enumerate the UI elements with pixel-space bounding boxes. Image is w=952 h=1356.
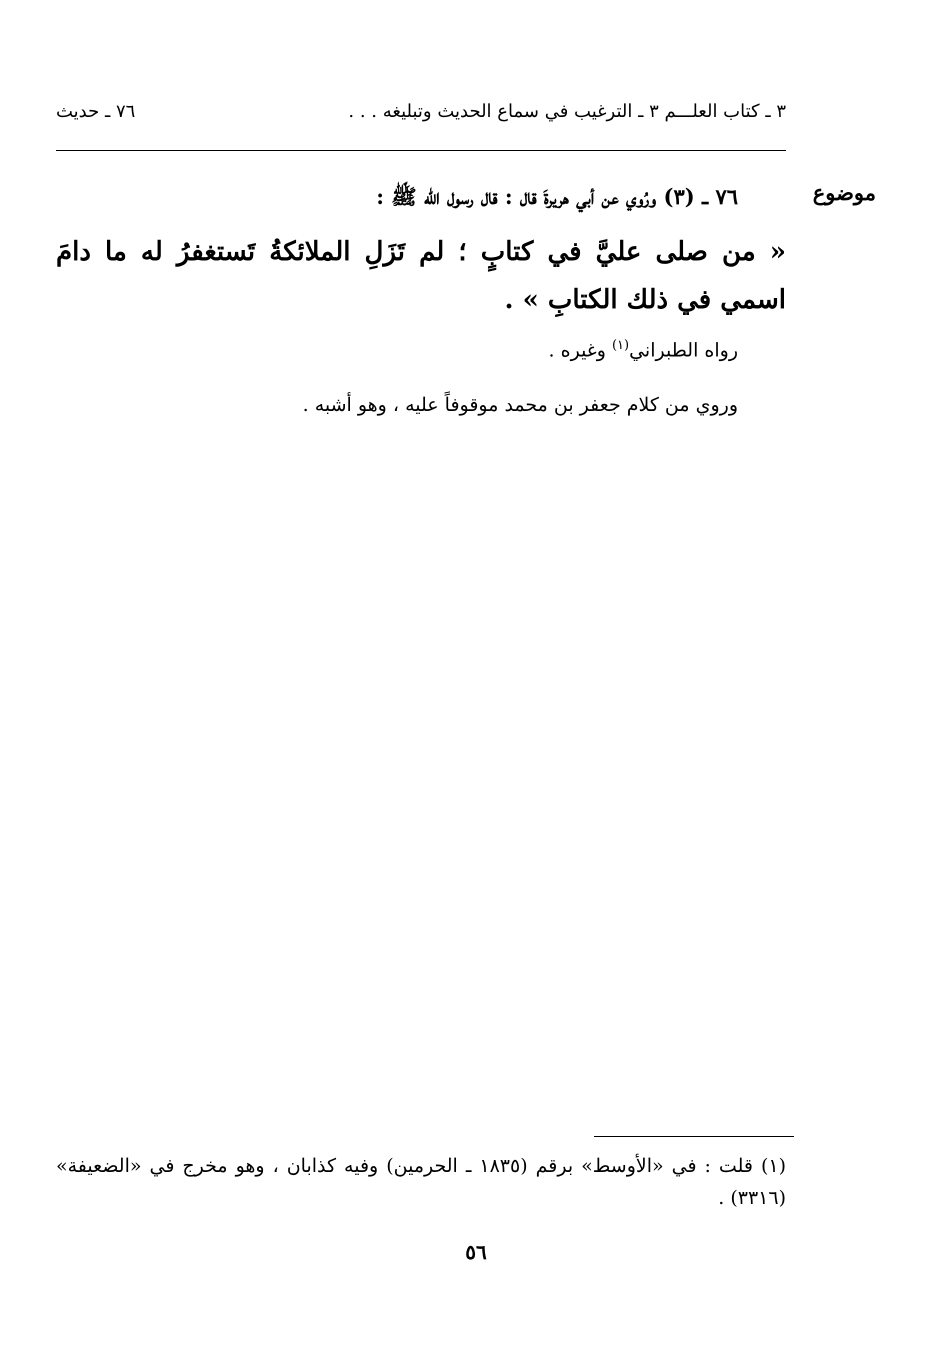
footnote-reference: (١) <box>611 338 630 353</box>
footnote-divider <box>594 1136 794 1137</box>
hadith-text: « من صلى عليَّ في كتابٍ ؛ لم تَزَلِ الملائكةُ تَستغفرُ له ما دامَ اسمي في ذلك الكتابِ » . <box>56 237 786 315</box>
narration-line-2: وروي من كلام جعفر بن محمد موقوفاً عليه ، وهو أشبه . <box>302 394 738 416</box>
narration-source-rest: وغيره . <box>548 339 612 362</box>
narration-line-1 <box>549 338 738 361</box>
header-divider <box>56 150 786 151</box>
running-header-hadith-number: ٧٦ ـ حديث <box>56 101 136 122</box>
page-number: ٥٦ <box>465 1240 487 1264</box>
grading-margin-label: موضوع <box>812 180 876 205</box>
running-header-title: ٣ ـ كتاب العلـــم ٣ ـ الترغيب في سماع الحديث وتبليغه . . . <box>348 101 786 122</box>
hadith-intro: ٧٦ ـ (٣) ورُوي عن أبي هريرةَ قال : قال رسول الله ﷺ : <box>376 184 738 209</box>
footnote-text: (١) قلت : في «الأوسط» برقم (١٨٣٥ ـ الحرمين) وفيه كذابان ، وهو مخرج في «الضعيفة» (٣٣١٦) . <box>56 1155 787 1209</box>
narration-source: رواه الطبراني <box>629 339 738 362</box>
